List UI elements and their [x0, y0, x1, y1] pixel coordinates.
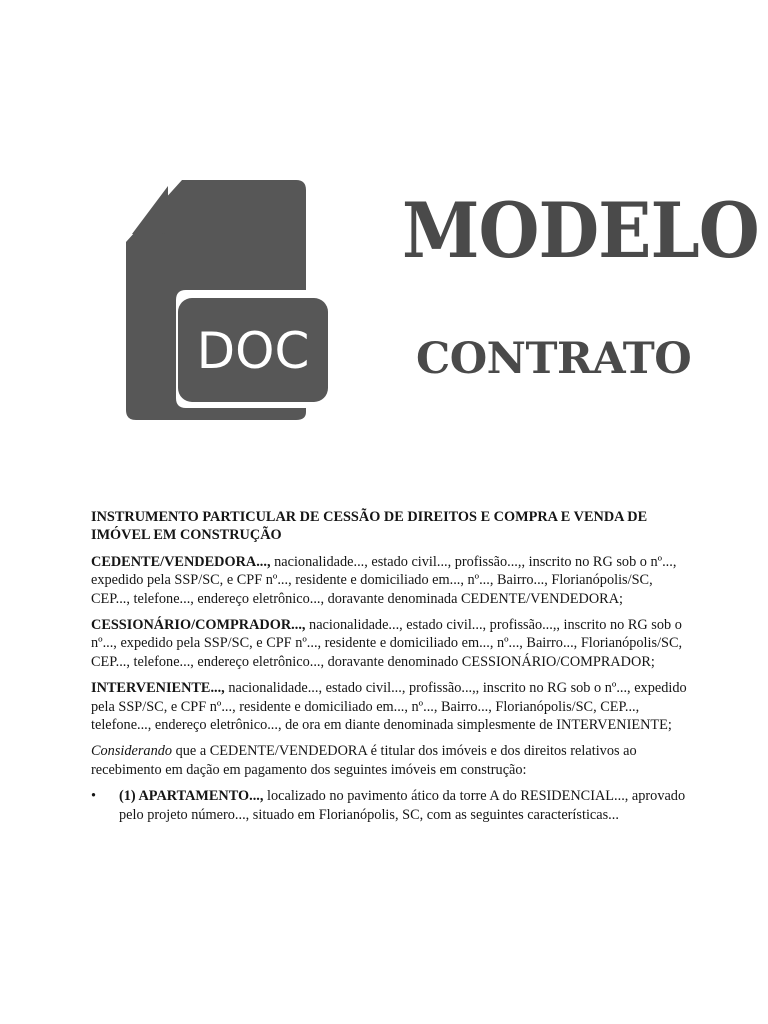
contract-heading: INSTRUMENTO PARTICULAR DE CESSÃO DE DIREITOS E COMPRA E VENDA DE IMÓVEL EM CONSTRUÇÃO	[91, 509, 648, 544]
doc-icon-label: DOC	[196, 322, 310, 380]
hero-title: MODELO	[402, 185, 759, 276]
considering-word: Considerando	[91, 743, 173, 760]
party-details: nacionalidade..., estado civil..., profissão...,, inscrito no RG sob o nº..., expedido pela SSP/SC, e CPF nº..., residente e domiciliado em..., nº..., Bairro..., Florianópolis/SC, CEP..., telefone..., endereço eletrônico..., doravante denominado CESSIONÁRIO/COMPRADOR;	[91, 617, 683, 670]
hero-banner	[0, 0, 768, 470]
bullet-icon: •	[91, 788, 97, 805]
hero-subtitle: CONTRATO	[416, 334, 692, 384]
party-cessionario	[91, 616, 691, 671]
party-name: INTERVENIENTE...,	[91, 680, 225, 697]
considering-clause	[91, 742, 691, 779]
party-details: nacionalidade..., estado civil..., profissão...,, inscrito no RG sob o nº..., expedido pela SSP/SC, e CPF nº..., residente e domiciliado em..., nº..., Bairro..., Florianópolis/SC, CEP..., telefone..., endereço eletrônico..., de ora em diante denominada simplesmente de INTERVENIENTE;	[91, 680, 687, 734]
party-name: CEDENTE/VENDEDORA...,	[91, 553, 271, 570]
contract-body	[91, 508, 691, 824]
party-cedente	[91, 553, 691, 608]
considering-text: que a CEDENTE/VENDEDORA é titular dos imóveis e dos direitos relativos ao recebimento em dação em pagamento dos seguintes imóveis em construção:	[91, 743, 637, 778]
doc-file-icon	[124, 178, 330, 422]
party-name: CESSIONÁRIO/COMPRADOR...,	[91, 617, 306, 634]
party-interveniente	[91, 679, 691, 734]
property-list	[91, 787, 691, 824]
item-title: (1) APARTAMENTO...,	[119, 788, 264, 805]
list-item	[91, 787, 691, 824]
party-details: nacionalidade..., estado civil..., profissão...,, inscrito no RG sob o nº..., expedido pela SSP/SC, e CPF nº..., residente e domiciliado em..., nº..., Bairro..., Florianópolis/SC, CEP..., telefone..., endereço eletrônico..., doravante denominada CEDENTE/VENDEDORA;	[91, 553, 677, 607]
item-details: localizado no pavimento ático da torre A do RESIDENCIAL..., aprovado pelo projeto número..., situado em Florianópolis, SC, com as seguintes características...	[119, 788, 686, 823]
